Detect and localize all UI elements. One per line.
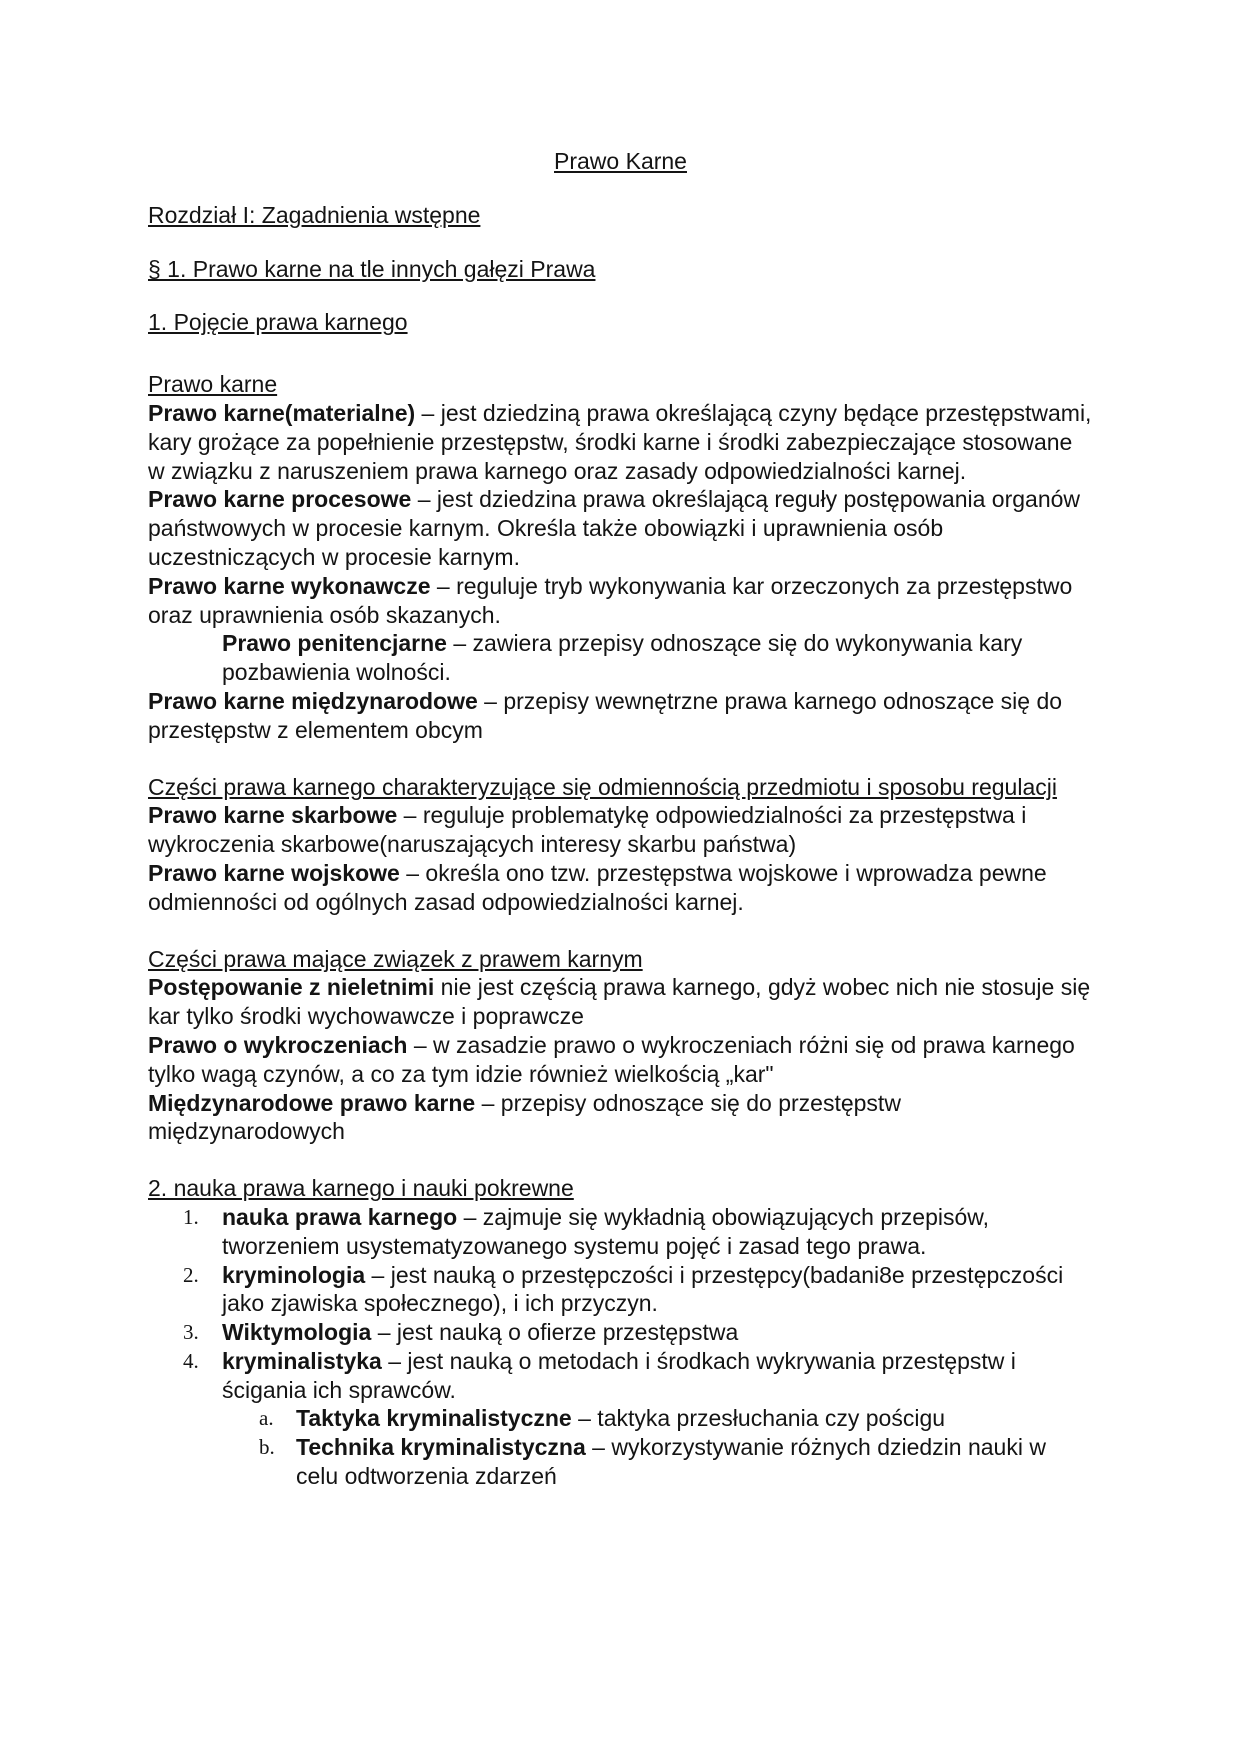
chapter-heading: Rozdział I: Zagadnienia wstępne — [148, 201, 481, 228]
definition-term: Prawo karne międzynarodowe — [148, 687, 478, 714]
definition-paragraph — [148, 973, 1093, 1031]
definition-text: – jest dziedziną prawa określającą czyny będące przestępstwami, kary grożące za popełnienie przestępstw, środki karne i środki zabezpieczające stosowane w związku z naruszeniem prawa karnego oraz zasady odpowiedzialności karnej. — [148, 399, 1092, 484]
definition-text: – przepisy wewnętrzne prawa karnego odnoszące się do przestępstw z elementem obcym — [148, 687, 1063, 743]
list-marker: 3. — [183, 1320, 199, 1345]
block-heading-czesci-zwiazane: Części prawa mające związek z prawem karnym — [148, 945, 643, 972]
list-text: – wykorzystywanie różnych dziedzin nauki w celu odtworzenia zdarzeń — [296, 1434, 1046, 1490]
lettered-sublist — [222, 1404, 1093, 1490]
definition-term: Międzynarodowe prawo karne — [148, 1089, 476, 1116]
sublist-item — [222, 1404, 1093, 1433]
spacer — [148, 1146, 1093, 1174]
list-term: Taktyka kryminalistyczne — [296, 1405, 572, 1432]
list-marker: 1. — [183, 1204, 199, 1229]
spacer — [148, 917, 1093, 945]
section-heading: § 1. Prawo karne na tle innych gałęzi Prawa — [148, 255, 596, 282]
definition-text: – w zasadzie prawo o wykroczeniach różni się od prawa karnego tylko wagą czynów, a co za tym idzie również wielkością „kar" — [148, 1031, 1075, 1087]
definition-term: Prawo penitencjarne — [222, 630, 447, 657]
definition-paragraph — [148, 399, 1093, 485]
list-marker: a. — [259, 1406, 274, 1431]
definition-term: Prawo o wykroczeniach — [148, 1031, 408, 1058]
list-marker: 2. — [183, 1262, 199, 1287]
list-text: – jest nauką o metodach i środkach wykrywania przestępstw i ścigania ich sprawców. — [222, 1347, 1016, 1403]
document-title: Prawo Karne — [554, 148, 687, 174]
definition-paragraph — [148, 572, 1093, 630]
list-text: – jest nauką o ofierze przestępstwa — [371, 1319, 739, 1346]
definition-paragraph — [148, 1089, 1093, 1147]
list-marker: b. — [259, 1435, 275, 1460]
definition-text: – jest dziedzina prawa określającą reguły postępowania organów państwowych w procesie karnym. Określa także obowiązki i uprawnienia osób uczestniczących w procesie karnym. — [148, 486, 1081, 570]
sublist-item — [222, 1433, 1093, 1491]
definition-paragraph-indented — [148, 629, 1093, 687]
definition-text: nie jest częścią prawa karnego, gdyż wobec nich nie stosuje się kar tylko środki wychowawcze i poprawcze — [148, 974, 1091, 1030]
list-text: – taktyka przesłuchania czy pościgu — [571, 1405, 946, 1432]
list-term: nauka prawa karnego — [222, 1203, 458, 1230]
definition-term: Prawo karne wykonawcze — [148, 572, 431, 599]
block-heading-prawo-karne: Prawo karne — [148, 371, 278, 398]
definition-term: Prawo karne wojskowe — [148, 859, 400, 886]
definition-text: – zawiera przepisy odnoszące się do wykonywania kary pozbawienia wolności. — [222, 630, 1023, 686]
block-heading-nauka-prawa-karnego: 2. nauka prawa karnego i nauki pokrewne — [148, 1175, 574, 1202]
block-heading-czesci-prawa-karnego: Części prawa karnego charakteryzujące się odmiennością przedmiotu i sposobu regulacji — [148, 773, 1057, 800]
list-text: – zajmuje się wykładnią obowiązujących przepisów, tworzeniem usystematyzowanego systemu pojęć i zasad tego prawa. — [222, 1203, 990, 1259]
definition-text: – określa ono tzw. przestępstwa wojskowe i wprowadza pewne odmienności od ogólnych zasad odpowiedzialności karnej. — [148, 859, 1047, 915]
list-item — [148, 1203, 1093, 1261]
subsection-heading: 1. Pojęcie prawa karnego — [148, 309, 408, 336]
document-body — [148, 147, 1093, 1491]
definition-text: – reguluje tryb wykonywania kar orzeczonych za przestępstwo oraz uprawnienia osób skazanych. — [148, 572, 1073, 628]
definition-paragraph — [148, 687, 1093, 745]
definition-paragraph — [148, 801, 1093, 859]
definition-paragraph — [148, 485, 1093, 571]
definition-text: – przepisy odnoszące się do przestępstw międzynarodowych — [148, 1089, 901, 1145]
definition-term: Prawo karne skarbowe — [148, 802, 398, 829]
list-text: – jest nauką o przestępczości i przestępcy(badani8e przestępczości jako zjawiska społecznego), i ich przyczyn. — [222, 1261, 1064, 1317]
list-item — [148, 1318, 1093, 1347]
definition-term: Prawo karne procesowe — [148, 486, 412, 513]
list-term: kryminalistyka — [222, 1347, 382, 1374]
list-term: Technika kryminalistyczna — [296, 1434, 586, 1461]
list-term: Wiktymologia — [222, 1319, 372, 1346]
definition-term: Prawo karne(materialne) — [148, 399, 416, 426]
list-item — [148, 1261, 1093, 1319]
definition-paragraph — [148, 1031, 1093, 1089]
definition-paragraph — [148, 859, 1093, 917]
list-item — [148, 1347, 1093, 1491]
numbered-list — [148, 1203, 1093, 1491]
list-marker: 4. — [183, 1348, 199, 1373]
definition-text: – reguluje problematykę odpowiedzialności za przestępstwa i wykroczenia skarbowe(naruszających interesy skarbu państwa) — [148, 802, 1027, 858]
list-term: kryminologia — [222, 1261, 366, 1288]
definition-term: Postępowanie z nieletnimi — [148, 974, 435, 1001]
spacer — [148, 745, 1093, 773]
